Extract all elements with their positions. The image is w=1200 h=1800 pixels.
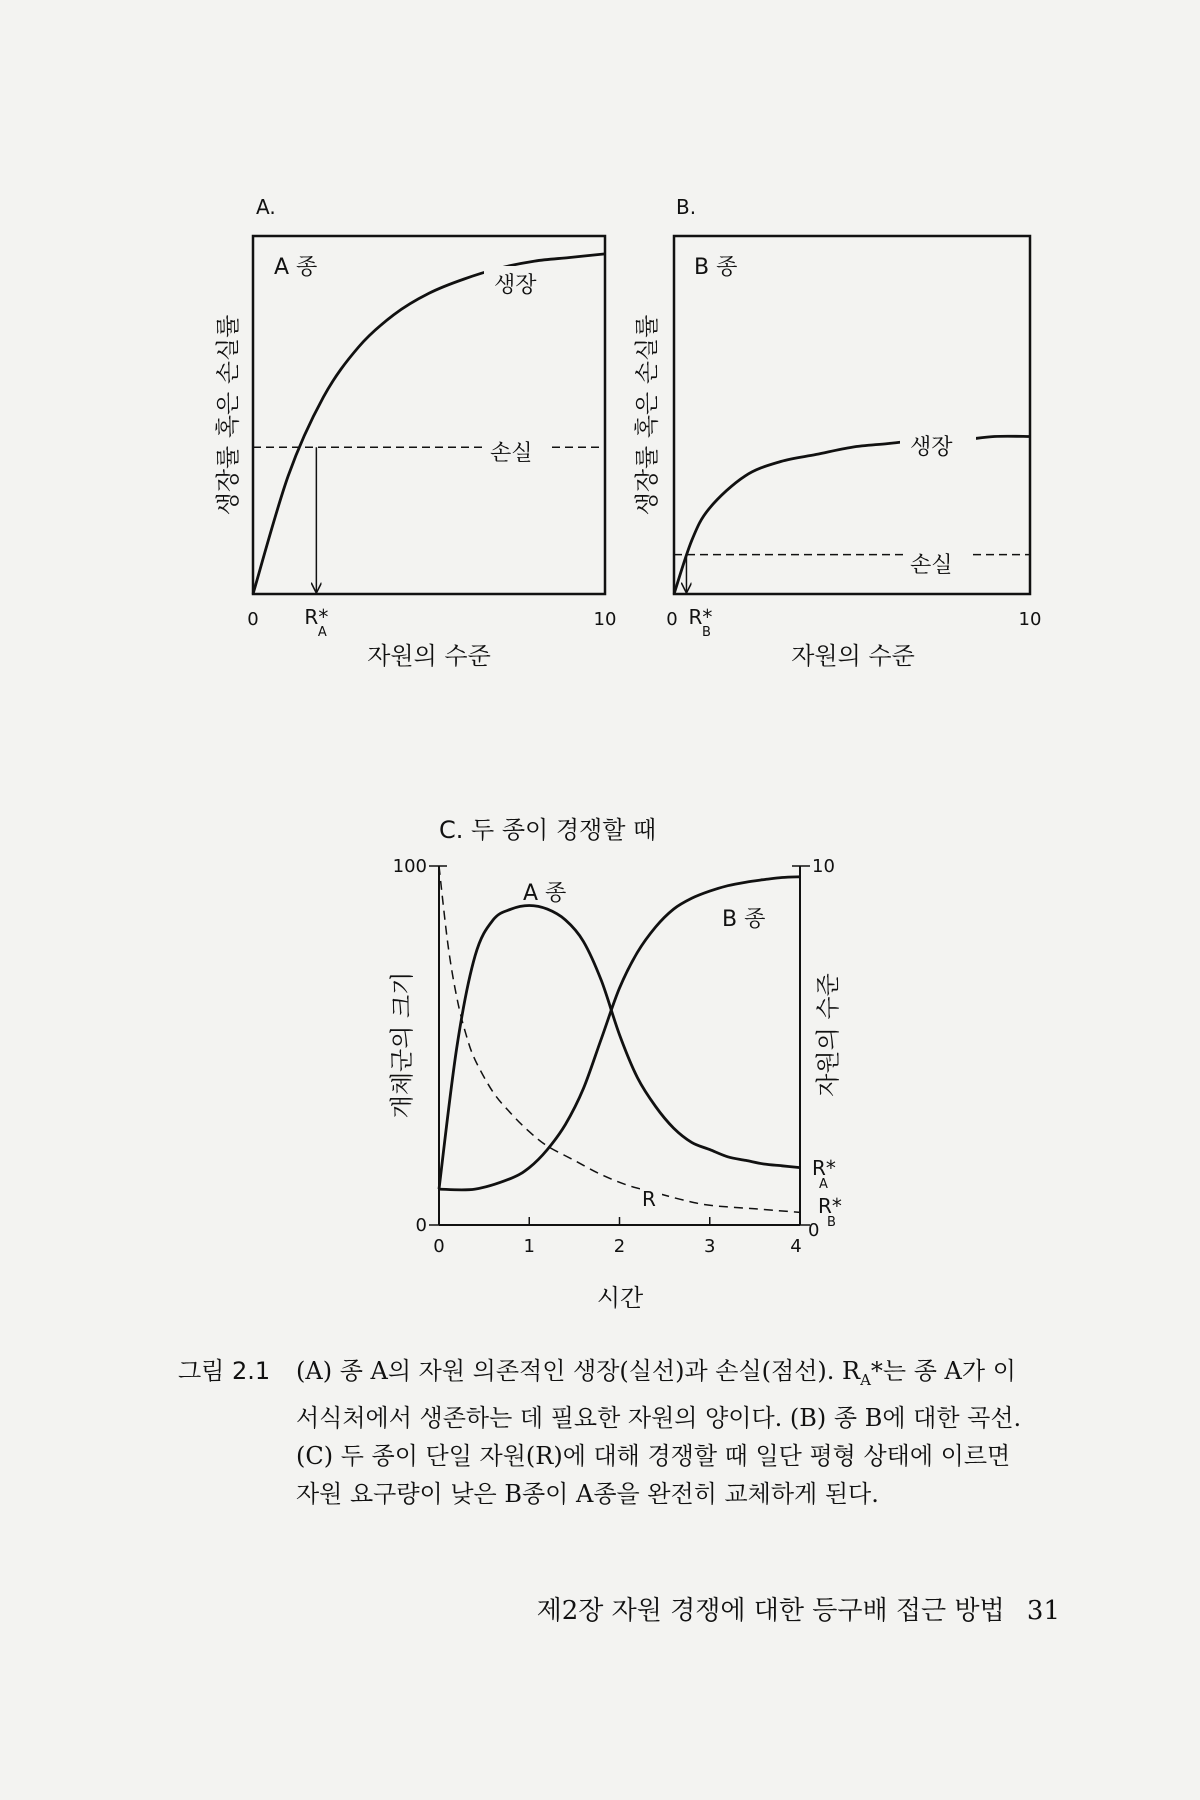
panel-c-species-b-label: B 종 [722, 907, 766, 932]
figure-number: 그림 2.1 [178, 1357, 271, 1385]
caption-line-2: 서식처에서 생존하는 데 필요한 자원의 양이다. (B) 종 B에 대한 곡선. [296, 1403, 1022, 1432]
panel-a-ylabel: 생장률 혹은 손실률 [214, 314, 242, 516]
caption-line-3: (C) 두 종이 단일 자원(R)에 대해 경쟁할 때 일단 평형 상태에 이르면 [296, 1441, 1011, 1470]
panel-c-resource-label: R [642, 1187, 656, 1211]
panel-c-rstar-a-label: R* [812, 1156, 836, 1180]
panel-b-species-label: B 종 [694, 255, 738, 280]
panel-c-ylabel: 개체군의 크기 [388, 971, 416, 1119]
panel-a-loss-label: 손실 [490, 441, 533, 466]
panel-c-rstar-b-subscript: B [827, 1215, 836, 1230]
panel-a-growth-label: 생장 [494, 273, 537, 298]
panel-c-title: C. 두 종이 경쟁할 때 [439, 816, 657, 844]
panel-c-y2-tick-10: 10 [812, 856, 835, 877]
panel-a-rstar-label: R* [304, 605, 329, 629]
panel-a-xlabel: 자원의 수준 [367, 642, 491, 670]
caption-line-4: 자원 요구량이 낮은 B종이 A종을 완전히 교체하게 된다. [296, 1479, 879, 1508]
figure-caption [178, 1352, 1098, 1513]
panel-b-frame [674, 236, 1030, 594]
running-header: 제2장 자원 경쟁에 대한 등구배 접근 방법 [536, 1596, 1005, 1626]
panel-c-x-tick-label: 1 [523, 1236, 535, 1257]
panel-b-growth-label: 생장 [910, 435, 953, 460]
panel-c-species-a-line [439, 906, 800, 1190]
panel-a [214, 195, 616, 670]
panel-b-growth-line [674, 436, 1030, 594]
panel-c-y2-tick-0: 0 [808, 1220, 820, 1241]
panel-c-x-tick-label: 2 [613, 1236, 626, 1257]
panel-c-rstar-b-label: R* [818, 1194, 842, 1218]
caption-line-1: (A) 종 A의 자원 의존적인 생장(실선)과 손실(점선). $R_A*$는 종 A가 이 [296, 1357, 1016, 1389]
panel-c-y-tick-0: 0 [415, 1215, 427, 1236]
panel-b-rstar-subscript: B [701, 625, 711, 640]
panel-c-x-ticks [433, 1217, 801, 1257]
panel-a-growth-line [253, 254, 605, 594]
panel-b-ylabel: 생장률 혹은 손실률 [633, 314, 661, 516]
panel-c-species-a-label: A 종 [523, 881, 567, 906]
page-number: 31 [1026, 1596, 1060, 1626]
panel-b-loss-label: 손실 [910, 553, 953, 578]
panel-a-rstar-subscript: A [317, 625, 327, 640]
panel-c-y2label: 자원의 수준 [814, 973, 842, 1097]
panel-c-x-tick-label: 3 [704, 1236, 716, 1257]
panel-b-xlabel: 자원의 수준 [791, 642, 915, 670]
panel-b-x-tick-0: 0 [666, 609, 678, 630]
panel-c-rstar-a-subscript: A [819, 1177, 828, 1192]
panel-c-x-tick-label: 0 [433, 1236, 445, 1257]
panel-c [388, 816, 842, 1312]
panel-a-species-label: A 종 [274, 255, 318, 280]
page-footer [537, 1590, 1060, 1627]
panel-c-y-tick-100: 100 [392, 856, 427, 877]
panel-a-x-tick-0: 0 [247, 609, 259, 630]
panel-b-rstar-label: R* [688, 605, 713, 629]
panel-b-x-tick-10: 10 [1018, 609, 1042, 630]
panel-c-xlabel: 시간 [596, 1284, 644, 1312]
caption-body [296, 1352, 1098, 1513]
panel-b-label: B. [676, 195, 697, 219]
panel-b [633, 195, 1041, 670]
panel-c-x-tick-label: 4 [790, 1236, 802, 1257]
panel-a-label: A. [256, 195, 276, 219]
panel-a-x-tick-10: 10 [593, 609, 617, 630]
